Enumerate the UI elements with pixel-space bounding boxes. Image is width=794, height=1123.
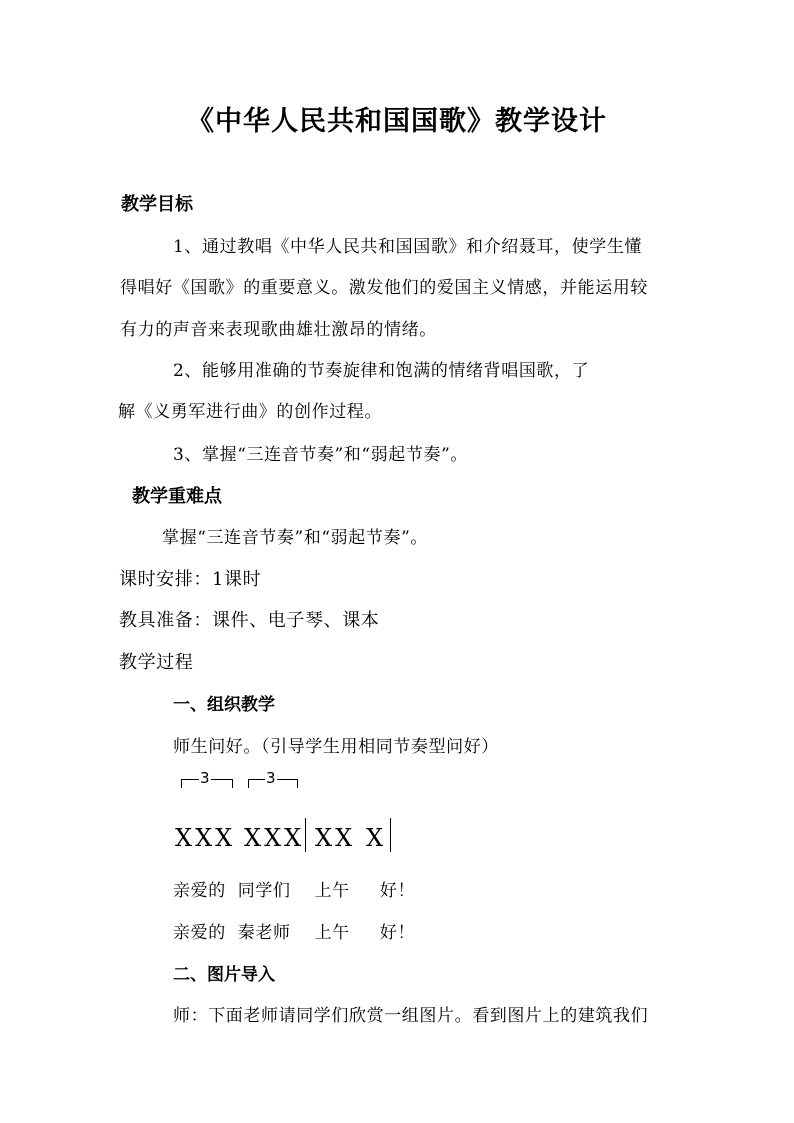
- triplet-bracket-1: [181, 769, 233, 788]
- objective-2-line-1: 2、能够用准确的节奏旋律和饱满的情绪背唱国歌，了: [173, 361, 590, 381]
- objective-1-line-1: 1、通过教唱《中华人民共和国国歌》和介绍聂耳，使学生懂: [173, 237, 643, 257]
- key-points-heading: 教学重难点: [132, 486, 222, 507]
- step-1-heading: 一、组织教学: [173, 695, 275, 715]
- bar-line: [305, 818, 306, 852]
- objective-1-line-3: 有力的声音来表现歌曲雄壮激昂的情绪。: [120, 320, 437, 340]
- schedule-text: 课时安排：1课时: [119, 569, 262, 590]
- step-2-heading: 二、图片导入: [173, 965, 275, 985]
- process-heading: 教学过程: [119, 652, 194, 673]
- triplet-number: 3: [200, 769, 210, 787]
- rhythm-group-3: XX: [315, 824, 356, 852]
- rhythm-group-1: XXX: [175, 824, 236, 852]
- step-2-text: 师：下面老师请同学们欣赏一组图片。看到图片上的建筑我们: [173, 1006, 649, 1026]
- lyrics-line-2: 亲爱的 秦老师 上午 好！: [173, 923, 416, 943]
- rhythm-group-2: XXX: [244, 824, 305, 852]
- bar-line: [390, 818, 391, 852]
- objectives-heading: 教学目标: [121, 194, 193, 215]
- triplet-number: 3: [266, 769, 276, 787]
- triplet-bracket-2: [248, 769, 298, 788]
- document-title: 《中华人民共和国国歌》教学设计: [187, 106, 607, 137]
- lyrics-line-1: 亲爱的 同学们 上午 好！: [173, 881, 416, 901]
- key-points-text: 掌握“三连音节奏”和“弱起节奏”。: [162, 528, 428, 548]
- rhythm-group-4: X: [366, 824, 387, 852]
- materials-text: 教具准备：课件、电子琴、课本: [119, 610, 380, 631]
- objective-2-line-2: 解《义勇军进行曲》的创作过程。: [118, 402, 382, 422]
- step-1-intro: 师生问好。（引导学生用相同节奏型问好）: [173, 737, 499, 757]
- objective-3: 3、掌握“三连音节奏”和“弱起节奏”。: [173, 445, 468, 465]
- objective-1-line-2: 得唱好《国歌》的重要意义。激发他们的爱国主义情感，并能运用较: [120, 278, 648, 298]
